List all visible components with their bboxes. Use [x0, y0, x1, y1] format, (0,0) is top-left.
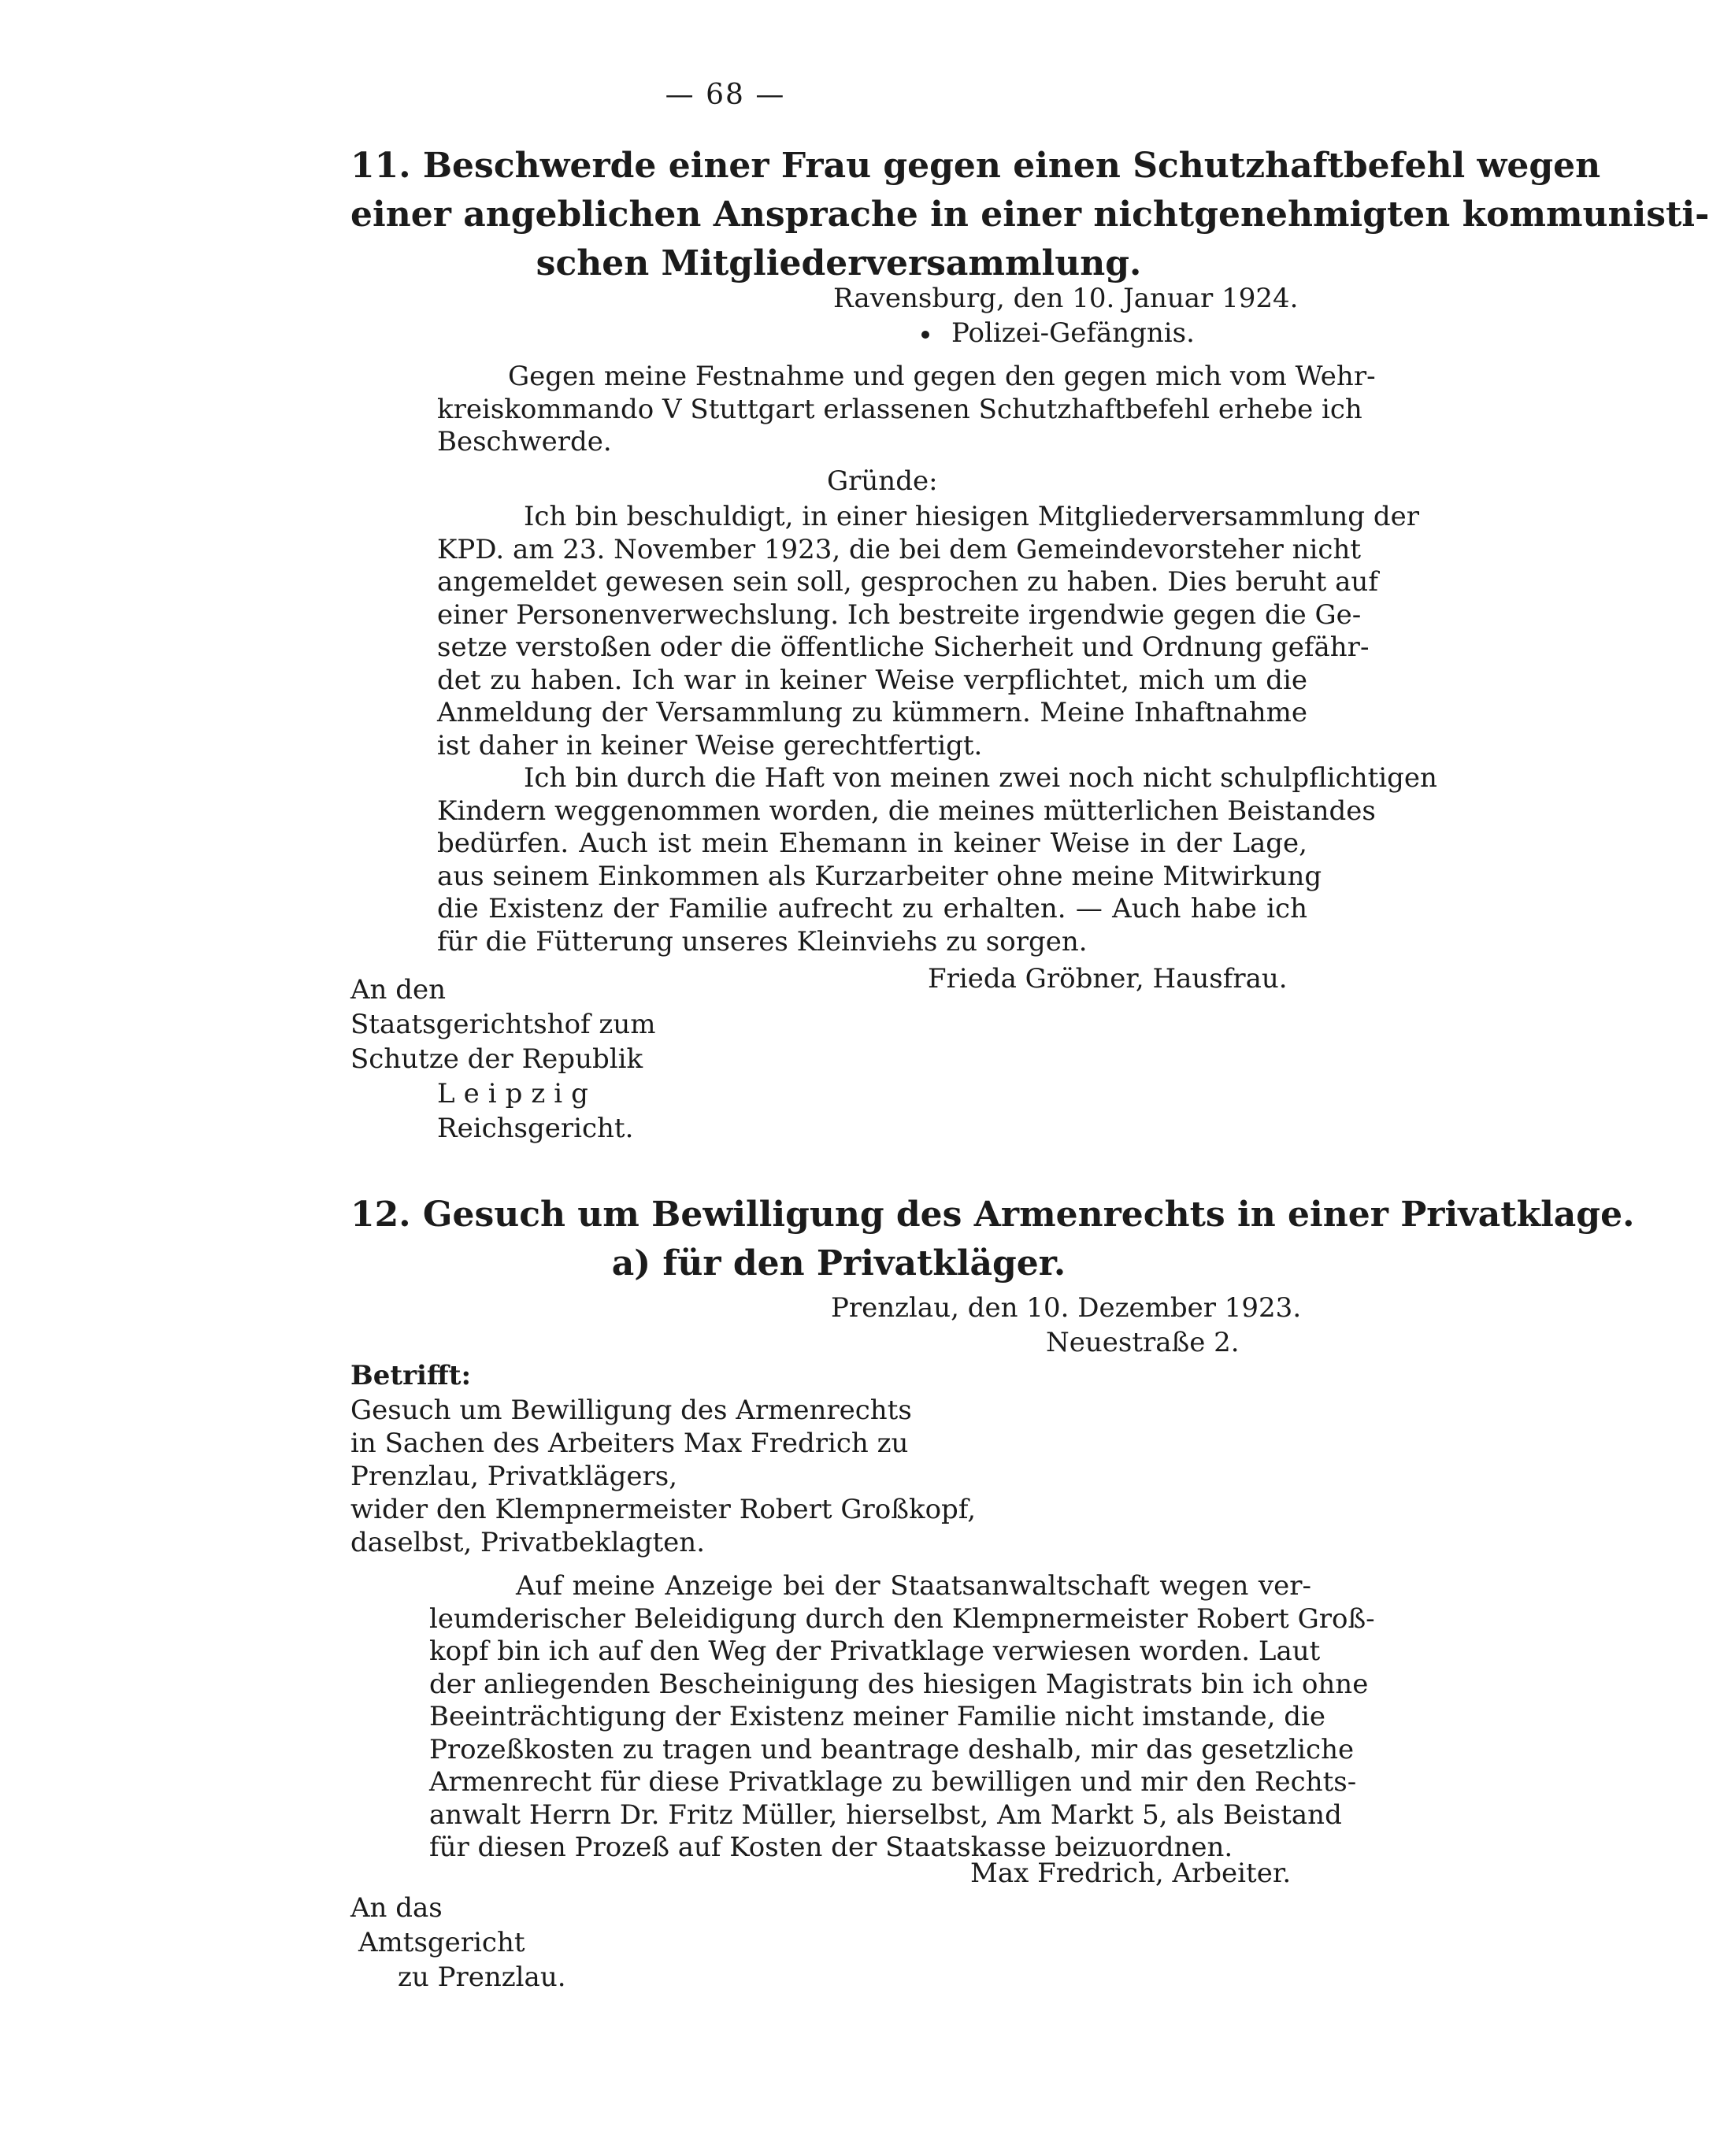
text-line: Ich bin beschuldigt, in einer hiesigen Mitgliederversammlung der [524, 501, 1419, 532]
text-line: angemeldet gewesen sein soll, gesprochen zu haben. Dies beruht auf [437, 566, 1378, 598]
heading-line: einer angeblichen Ansprache in einer nichtgenehmigten kommunisti- [350, 194, 1709, 235]
text-line: det zu haben. Ich war in keiner Weise verpflichtet, mich um die [437, 664, 1307, 696]
paragraph-1 [437, 501, 1419, 762]
text-line: Anmeldung der Versammlung zu kümmern. Meine Inhaftnahme [437, 697, 1307, 728]
text-line: für diesen Prozeß auf Kosten der Staatskasse beizuordnen. [429, 1832, 1233, 1863]
address-line: Reichsgericht. [437, 1113, 634, 1144]
subject-label: Betrifft: [350, 1360, 472, 1391]
heading-line: schen Mitgliederversammlung. [536, 243, 1142, 283]
text-line: Kindern weggenommen worden, die meines mütterlichen Beistandes [437, 795, 1376, 827]
text-line: Beeinträchtigung der Existenz meiner Familie nicht imstande, die [429, 1701, 1325, 1732]
bullet-dot-icon [921, 331, 929, 339]
section-12-heading [350, 1191, 1635, 1288]
text-line: Beschwerde. [437, 426, 612, 458]
address-line: zu Prenzlau. [398, 1962, 566, 1993]
text-line: für die Fütterung unseres Kleinviehs zu sorgen. [437, 925, 1088, 958]
signature: Frieda Gröbner, Hausfrau. [928, 963, 1288, 995]
subject-line: in Sachen des Arbeiters Max Fredrich zu [350, 1428, 909, 1459]
place-date: Ravensburg, den 10. Januar 1924. [833, 283, 1299, 314]
text-line: leumderischer Beleidigung durch den Klempnermeister Robert Groß- [429, 1602, 1375, 1635]
text-line: Prozeßkosten zu tragen und beantrage deshalb, mir das gesetzliche [429, 1733, 1355, 1765]
text-line: KPD. am 23. November 1923, die bei dem Gemeindevorsteher nicht [437, 533, 1361, 565]
text-line: Auf meine Anzeige bei der Staatsanwaltschaft wegen ver- [516, 1570, 1311, 1602]
text-line: Gegen meine Festnahme und gegen den gegen mich vom Wehr- [508, 361, 1376, 392]
reasons-title: Gründe: [827, 465, 938, 497]
subject-line: daselbst, Privatbeklagten. [350, 1527, 706, 1558]
heading-line: 12. Gesuch um Bewilligung des Armenrechts in einer Privatklage. [350, 1195, 1635, 1235]
place-line [921, 317, 1195, 350]
text-line: kreiskommando V Stuttgart erlassenen Schutzhaftbefehl erhebe ich [437, 393, 1362, 425]
street: Neuestraße 2. [1046, 1327, 1240, 1358]
address-line: An das [350, 1892, 443, 1924]
subject-line: Prenzlau, Privatklägers, [350, 1461, 678, 1492]
text-line: die Existenz der Familie aufrecht zu erhalten. — Auch habe ich [437, 893, 1307, 924]
address-line: Amtsgericht [358, 1927, 525, 1958]
text-line: bedürfen. Auch ist mein Ehemann in keiner Weise in der Lage, [437, 828, 1307, 859]
text-line: ist daher in keiner Weise gerechtfertigt. [437, 729, 983, 761]
section-11-heading [350, 142, 1709, 288]
intro-paragraph [437, 361, 1376, 459]
text-line: Ich bin durch die Haft von meinen zwei noch nicht schulpflichtigen [524, 762, 1437, 794]
subject-line: Gesuch um Bewilligung des Armenrechts [350, 1395, 912, 1426]
text-line: anwalt Herrn Dr. Fritz Müller, hierselbst, Am Markt 5, als Beistand [429, 1799, 1342, 1831]
body-paragraph [429, 1570, 1375, 1865]
paragraph-2 [437, 762, 1437, 958]
text-line: kopf bin ich auf den Weg der Privatklage verwiesen worden. Laut [429, 1636, 1321, 1667]
text-line: aus seinem Einkommen als Kurzarbeiter ohne meine Mitwirkung [437, 860, 1322, 892]
text-line: Armenrecht für diese Privatklage zu bewilligen und mir den Rechts- [429, 1766, 1357, 1798]
heading-line: 11. Beschwerde einer Frau gegen einen Schutzhaftbefehl wegen [350, 146, 1601, 186]
text-line: setze verstoßen oder die öffentliche Sicherheit und Ordnung gefähr- [437, 632, 1370, 663]
address-line: Schutze der Republik [350, 1043, 643, 1075]
signature: Max Fredrich, Arbeiter. [970, 1858, 1292, 1889]
subject-line: wider den Klempnermeister Robert Großkopf, [350, 1494, 977, 1525]
page-number: — 68 — [665, 79, 786, 111]
text-line: der anliegenden Bescheinigung des hiesigen Magistrats bin ich ohne [429, 1668, 1369, 1700]
place: Polizei-Gefängnis. [951, 317, 1195, 349]
address-line: An den [350, 974, 447, 1006]
heading-line: a) für den Privatkläger. [611, 1243, 1066, 1284]
address-line: Leipzig [437, 1078, 597, 1109]
text-line: einer Personenverwechslung. Ich bestreite irgendwie gegen die Ge- [437, 598, 1362, 631]
place-date: Prenzlau, den 10. Dezember 1923. [831, 1292, 1302, 1324]
address-line: Staatsgerichtshof zum [350, 1009, 656, 1040]
